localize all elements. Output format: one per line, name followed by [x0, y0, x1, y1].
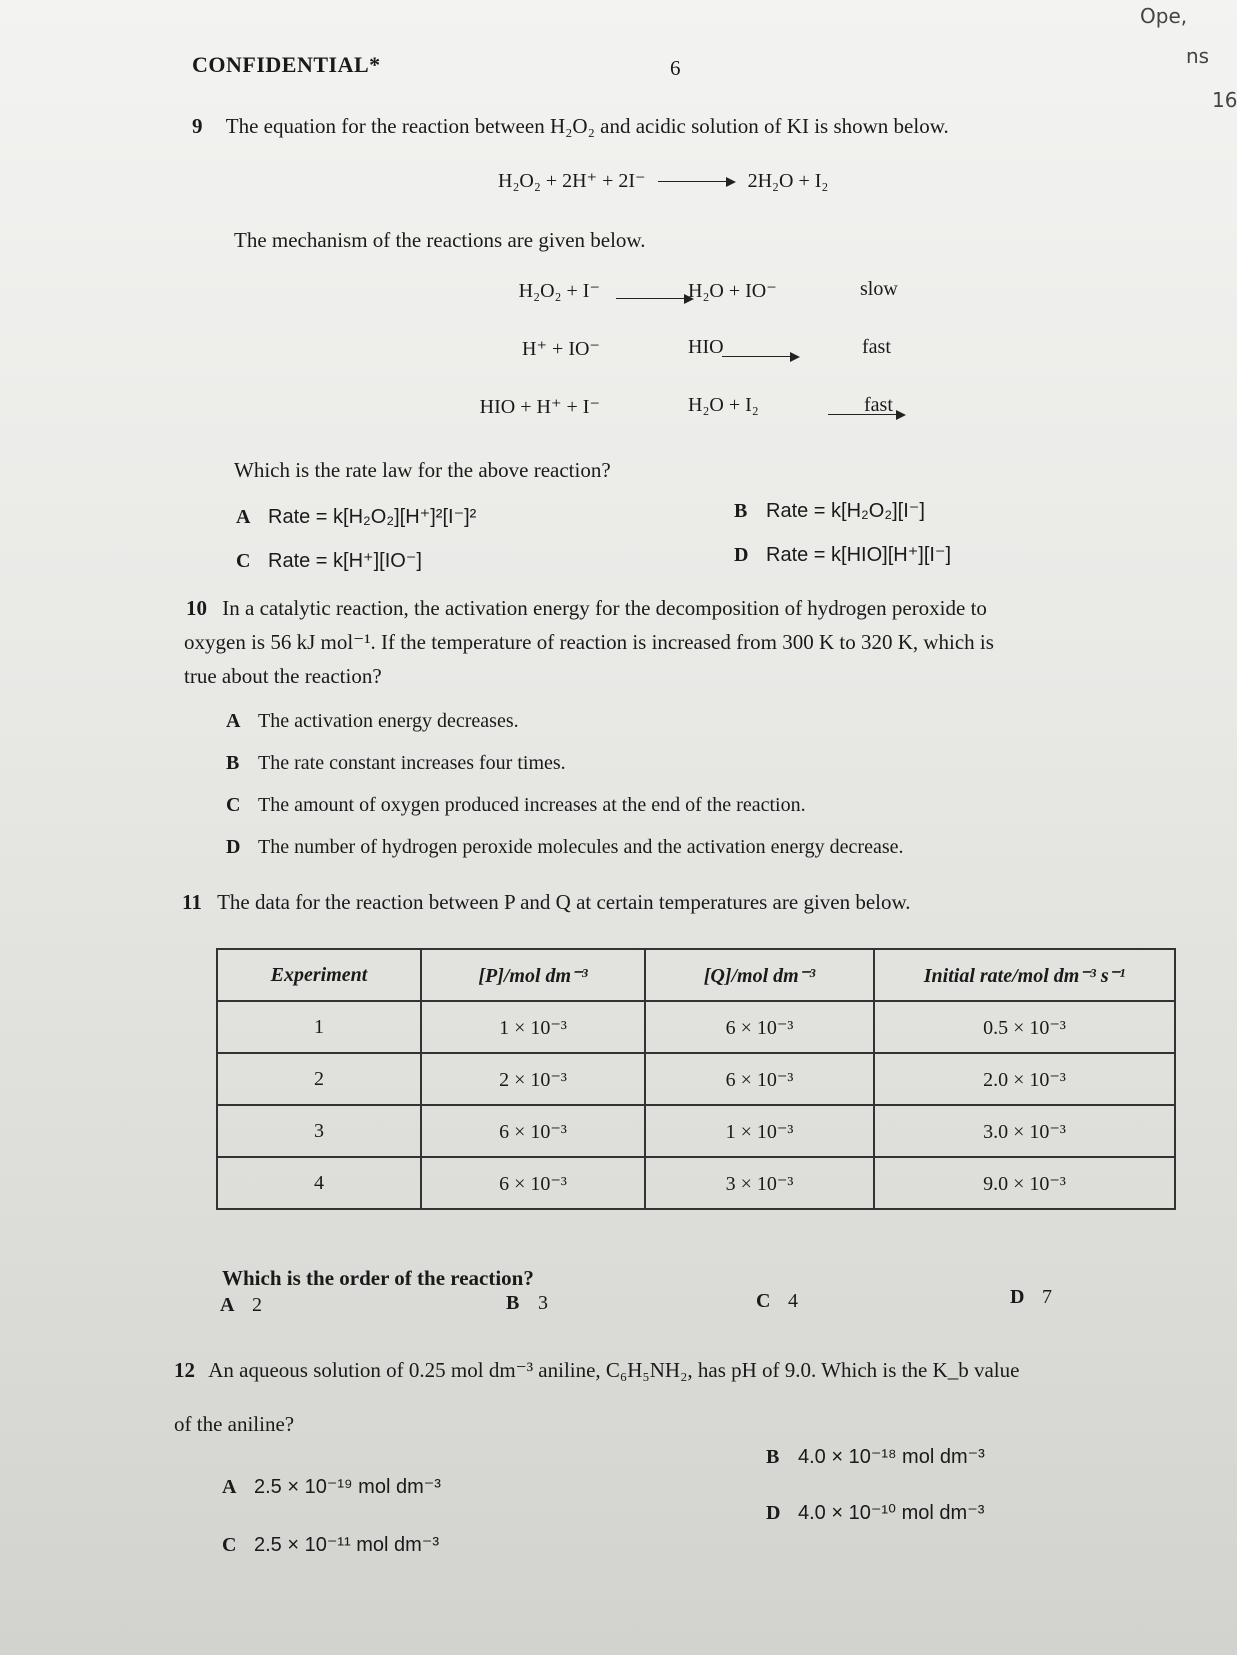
arrow-icon [658, 177, 736, 187]
table-header-row [217, 949, 1175, 1001]
table-cell: 6 × 10⁻³ [645, 1001, 874, 1053]
mechanism-step-speed: fast [864, 394, 893, 416]
column-header: [Q]/mol dm⁻³ [645, 949, 874, 1001]
option-c[interactable]: C The amount of oxygen produced increases at the end of the reaction. [226, 794, 806, 816]
option-b[interactable]: B Rate = k[H₂O₂][I⁻] [734, 500, 925, 522]
table-cell: 1 × 10⁻³ [421, 1001, 645, 1053]
mechanism-step-speed: slow [860, 278, 898, 300]
table-cell: 2 [217, 1053, 421, 1105]
mechanism-step-lhs: H₂O₂ + I⁻ [518, 280, 600, 302]
question-stem: oxygen is 56 kJ mol⁻¹. If the temperature of reaction is increased from 300 K to 320 K, which is [184, 630, 994, 654]
question-prompt: Which is the order of the reaction? [222, 1266, 534, 1290]
mechanism-step-rhs: HIO [688, 336, 724, 358]
option-c[interactable]: C 2.5 × 10⁻¹¹ mol dm⁻³ [222, 1534, 440, 1556]
question-12 [174, 1358, 1019, 1383]
option-a[interactable]: A The activation energy decreases. [226, 710, 519, 732]
question-stem: The data for the reaction between P and Q at certain temperatures are given below. [217, 890, 911, 914]
question-11 [182, 890, 911, 915]
table-cell: 0.5 × 10⁻³ [874, 1001, 1175, 1053]
table-cell: 2 × 10⁻³ [421, 1053, 645, 1105]
option-d[interactable]: D The number of hydrogen peroxide molecules and the activation energy decrease. [226, 836, 904, 858]
table-row [217, 1105, 1175, 1157]
option-a[interactable]: A 2.5 × 10⁻¹⁹ mol dm⁻³ [222, 1476, 441, 1498]
question-10 [186, 596, 987, 621]
option-d[interactable]: D Rate = k[HIO][H⁺][I⁻] [734, 544, 952, 566]
mechanism-intro: The mechanism of the reactions are given below. [234, 228, 646, 252]
table-cell: 9.0 × 10⁻³ [874, 1157, 1175, 1209]
question-number: 11 [182, 890, 202, 914]
equation-lhs: H₂O₂ + 2H⁺ + 2I⁻ [498, 170, 646, 192]
option-d[interactable]: D 7 [1010, 1286, 1052, 1308]
question-9 [192, 114, 949, 139]
table-cell: 6 × 10⁻³ [421, 1157, 645, 1209]
table-cell: 4 [217, 1157, 421, 1209]
table-cell: 6 × 10⁻³ [645, 1053, 874, 1105]
option-b[interactable]: B 4.0 × 10⁻¹⁸ mol dm⁻³ [766, 1446, 985, 1468]
option-b[interactable]: B The rate constant increases four times. [226, 752, 566, 774]
table-cell: 2.0 × 10⁻³ [874, 1053, 1175, 1105]
equation-rhs: 2H₂O + I₂ [747, 170, 829, 192]
question-stem: The equation for the reaction between H₂O₂ and acidic solution of KI is shown below. [225, 114, 949, 138]
table-cell: 3.0 × 10⁻³ [874, 1105, 1175, 1157]
column-header: [P]/mol dm⁻³ [421, 949, 645, 1001]
table-cell: 1 [217, 1001, 421, 1053]
question-number: 10 [186, 596, 207, 620]
mechanism-step-lhs: H⁺ + IO⁻ [522, 338, 600, 360]
table-cell: 6 × 10⁻³ [421, 1105, 645, 1157]
rate-data-table [216, 948, 1176, 1210]
table-row [217, 1053, 1175, 1105]
column-header: Experiment [217, 949, 421, 1001]
question-number: 12 [174, 1358, 195, 1382]
table-row [217, 1001, 1175, 1053]
question-number: 9 [192, 114, 203, 138]
margin-note: 16 [1212, 88, 1237, 112]
option-d[interactable]: D 4.0 × 10⁻¹⁰ mol dm⁻³ [766, 1502, 985, 1524]
option-b[interactable]: B 3 [506, 1292, 548, 1314]
question-stem: In a catalytic reaction, the activation energy for the decomposition of hydrogen peroxide to [222, 596, 987, 620]
question-prompt: Which is the rate law for the above reaction? [234, 458, 611, 482]
mechanism-step-speed: fast [862, 336, 891, 358]
margin-note: Ope, [1140, 4, 1188, 28]
mechanism-step-lhs: HIO + H⁺ + I⁻ [479, 396, 600, 418]
option-c[interactable]: C 4 [756, 1290, 798, 1312]
column-header: Initial rate/mol dm⁻³ s⁻¹ [874, 949, 1175, 1001]
page-number: 6 [670, 56, 681, 80]
option-c[interactable]: C Rate = k[H⁺][IO⁻] [236, 550, 422, 572]
arrow-icon [616, 294, 694, 304]
table-cell: 3 × 10⁻³ [645, 1157, 874, 1209]
mechanism-step-rhs: H₂O + I₂ [688, 394, 759, 416]
mechanism-step-rhs: H₂O + IO⁻ [688, 280, 777, 302]
table-row [217, 1157, 1175, 1209]
question-stem: true about the reaction? [184, 664, 382, 688]
question-stem: An aqueous solution of 0.25 mol dm⁻³ aniline, C₆H₅NH₂, has pH of 9.0. Which is the K_b value [208, 1358, 1020, 1382]
question-stem: of the aniline? [174, 1412, 295, 1436]
option-a[interactable]: A 2 [220, 1294, 262, 1316]
table-cell: 3 [217, 1105, 421, 1157]
margin-note: ns [1186, 44, 1210, 68]
arrow-icon [722, 352, 800, 362]
table-cell: 1 × 10⁻³ [645, 1105, 874, 1157]
page-header: CONFIDENTIAL* [192, 52, 381, 77]
overall-equation [498, 168, 828, 193]
option-a[interactable]: A Rate = k[H₂O₂][H⁺]²[I⁻]² [236, 506, 477, 528]
